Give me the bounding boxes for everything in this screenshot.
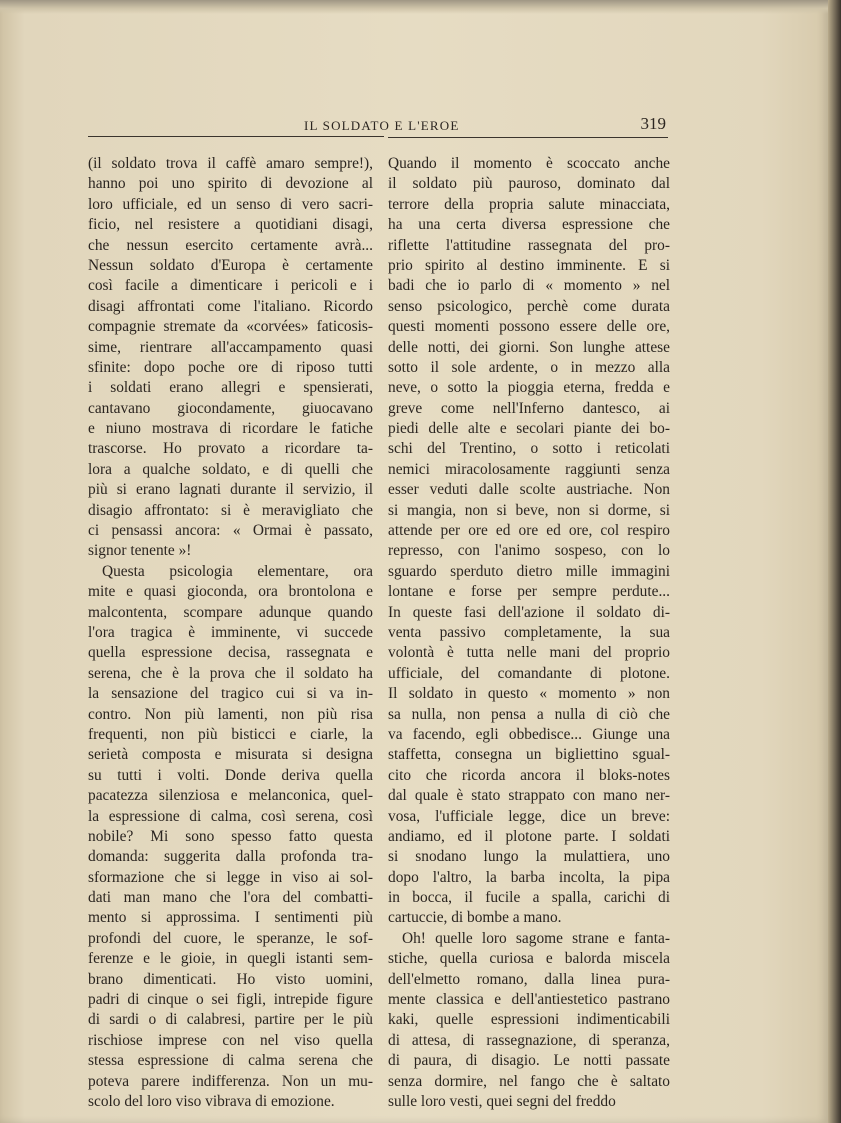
right-text-column [388,154,670,1112]
text-line: senso psicologico, perchè come durata [388,297,670,315]
text-line: quella espressione decisa, rassegnata e [88,644,373,662]
text-line: senza dormire, nel fango che è saltato [388,1072,670,1090]
text-line: contro. Non più lamenti, non più risa [88,705,373,723]
text-line: piedi delle alte e secolari piante dei bo- [388,420,670,438]
text-line: sotto il sole ardente, o in mezzo alla [388,358,670,376]
text-line: disagi affrontati come l'italiano. Ricordo [88,297,373,315]
text-line: Il soldato in questo « momento » non [388,685,670,703]
text-line: neve, o sotto la pioggia eterna, fredda e [388,379,670,397]
page-header [88,114,668,136]
text-line: cartuccie, di bombe a mano. [388,909,562,927]
text-line: trascorse. Ho provato a ricordare ta- [88,440,373,458]
text-line: mente classica e dell'antiestetico pastrano [388,991,670,1009]
text-line: frequenti, non più bisticci e ciarle, la [88,725,373,743]
text-line: serietà composta e misurata si designa [88,746,373,764]
text-line: mento si approssima. I sentimenti più [88,909,373,927]
text-line: Quando il momento è scoccato anche [388,155,670,172]
text-line: prio spirito al destino imminente. E si [388,256,670,274]
text-line: brano dimenticati. Ho visto uomini, [88,970,373,988]
text-line: staffetta, consegna un bigliettino sgual- [388,746,670,764]
text-line: attende per ore ed ore ed ore, col respiro [388,522,670,540]
text-line: rischiose imprese con nel viso quella [88,1031,373,1049]
text-line: disagio affrontato: si è meravigliato che [88,501,373,519]
left-text-column [88,154,373,1112]
text-line: cito che ricorda ancora il bloks-notes [388,766,670,784]
text-line: sfinite: dopo poche ore di riposo tutti [88,358,373,376]
text-line: scolo del loro viso vibrava di emozione. [88,1092,335,1110]
text-line: sformazione che si legge in viso ai sol- [88,868,373,886]
text-line: vosa, l'ufficiale legge, dice un breve: [388,807,670,825]
text-line: nobile? Mi sono spesso fatto questa [88,827,373,845]
text-line: domanda: suggerita dalla profonda tra- [88,848,373,866]
text-line: va facendo, egli obbedisce... Giunge una [388,725,670,743]
text-line: loro ufficiale, ed un senso di vero sacri- [88,195,373,213]
text-line: In queste fasi dell'azione il soldato di- [388,603,670,621]
text-line: la sensazione del tragico cui si va in- [88,685,373,703]
text-line: sguardo sperduto dietro mille immagini [388,562,670,580]
text-line: ufficiale, del comandante di plotone. [388,664,670,682]
text-line: il soldato più pauroso, dominato dal [388,175,670,193]
text-line: dati man mano che l'ora del combatti- [88,889,373,907]
text-line: Oh! quelle loro sagome strane e fanta- [402,929,670,947]
text-line: Questa psicologia elementare, ora [102,562,373,580]
text-line: mite e quasi gioconda, ora brontolona e [88,583,373,601]
text-line: in bocca, il fucile a spalla, carichi di [388,889,670,907]
page-number: 319 [640,114,666,133]
text-line: serena, che è la prova che il soldato ha [88,664,373,682]
text-line: ficio, nel resistere a quotidiani disagi, [88,216,373,234]
text-line: (il soldato trova il caffè amaro sempre!), [88,155,373,172]
text-line: sime, rientrare all'accampamento quasi [88,338,373,356]
text-line: ferenze e le gioie, in quegli istanti sem- [88,950,373,968]
text-line: si snodano lungo la mulattiera, uno [388,848,670,866]
page-edge [828,0,841,1123]
text-line: di attesa, di rassegnazione, di speranza, [388,1031,670,1049]
text-line: stiche, quella curiosa e balorda miscela [388,950,670,968]
text-line: dell'elmetto romano, dalla linea pura- [388,970,670,988]
text-line: stessa espressione di calma serena che [88,1052,373,1070]
text-line: ha una certa diversa espressione che [388,216,670,234]
text-line: i soldati erano allegri e spensierati, [88,379,373,397]
text-line: dal quale è stato strappato con mano ner- [388,787,670,805]
text-line: più si erano lagnati durante il servizio, il [88,481,373,499]
text-line: che nessun esercito certamente avrà... [88,236,373,254]
text-line: così facile a dimenticare i pericoli e i [88,277,373,295]
text-line: represso, con l'animo sospeso, con lo [388,542,670,560]
text-line: venta passivo completamente, la sua [388,623,670,641]
text-line: pacatezza silenziosa e melanconica, quel- [88,787,373,805]
text-line: e niuno mostrava di ricordare le fatiche [88,420,373,438]
text-line: l'ora tragica è imminente, vi succede [88,623,373,641]
text-line: malcontenta, scompare adunque quando [88,603,373,621]
text-line: badi che io parlo di « momento » nel [388,277,670,295]
text-line: padri di cinque o sei figli, intrepide figure [88,991,373,1009]
text-line: greve come nell'Inferno dantesco, ai [388,399,670,417]
text-line: esser veduti dalle scolte austriache. Non [388,481,670,499]
text-line: poteva parere indifferenza. Non un mu- [88,1072,373,1090]
text-line: nemici miracolosamente raggiunti senza [388,460,670,478]
text-line: ci pensassi ancora: « Ormai è passato, [88,522,373,540]
text-line: Nessun soldato d'Europa è certamente [88,256,373,274]
text-line: la espressione di calma, così serena, così [88,807,373,825]
text-line: volontà è tutta nelle mani del proprio [388,644,670,662]
text-line: delle notti, dei giorni. Son lunghe attese [388,338,670,356]
text-line: cantavano giocondamente, giuocavano [88,399,373,417]
text-line: lora a qualche soldato, e di quelli che [88,460,373,478]
header-rule-right [388,137,668,138]
header-rule-left [88,136,384,137]
text-line: sa nulla, non pensa a nulla di ciò che [388,705,670,723]
text-line: andiamo, ed il plotone parte. I soldati [388,827,670,845]
text-line: questi momenti possono essere delle ore, [388,318,670,336]
text-line: signor tenente »! [88,542,192,560]
text-line: lontane e forse per sempre perdute... [388,583,670,601]
text-line: di paura, di disagio. Le notti passate [388,1052,670,1070]
text-line: di sardi o di calabresi, partire per le più [88,1011,373,1029]
text-line: hanno poi uno spirito di devozione al [88,175,373,193]
text-line: terrore della propria salute minacciata, [388,195,670,213]
text-line: compagnie stremate da «corvées» faticosis- [88,318,373,336]
text-line: dopo l'altro, la barba incolta, la pipa [388,868,670,886]
text-line: schi del Trentino, o sotto i reticolati [388,440,670,458]
text-line: sulle loro vesti, quei segni del freddo [388,1092,616,1110]
text-line: kaki, quelle espressioni indimenticabili [388,1011,670,1029]
running-title: IL SOLDATO E L'EROE [304,118,460,133]
text-line: profondi del cuore, le speranze, le sof- [88,929,373,947]
text-line: si mangia, non si beve, non si dorme, si [388,501,670,519]
text-line: riflette l'attitudine rassegnata del pro- [388,236,670,254]
text-line: su tutti i volti. Donde deriva quella [88,766,373,784]
